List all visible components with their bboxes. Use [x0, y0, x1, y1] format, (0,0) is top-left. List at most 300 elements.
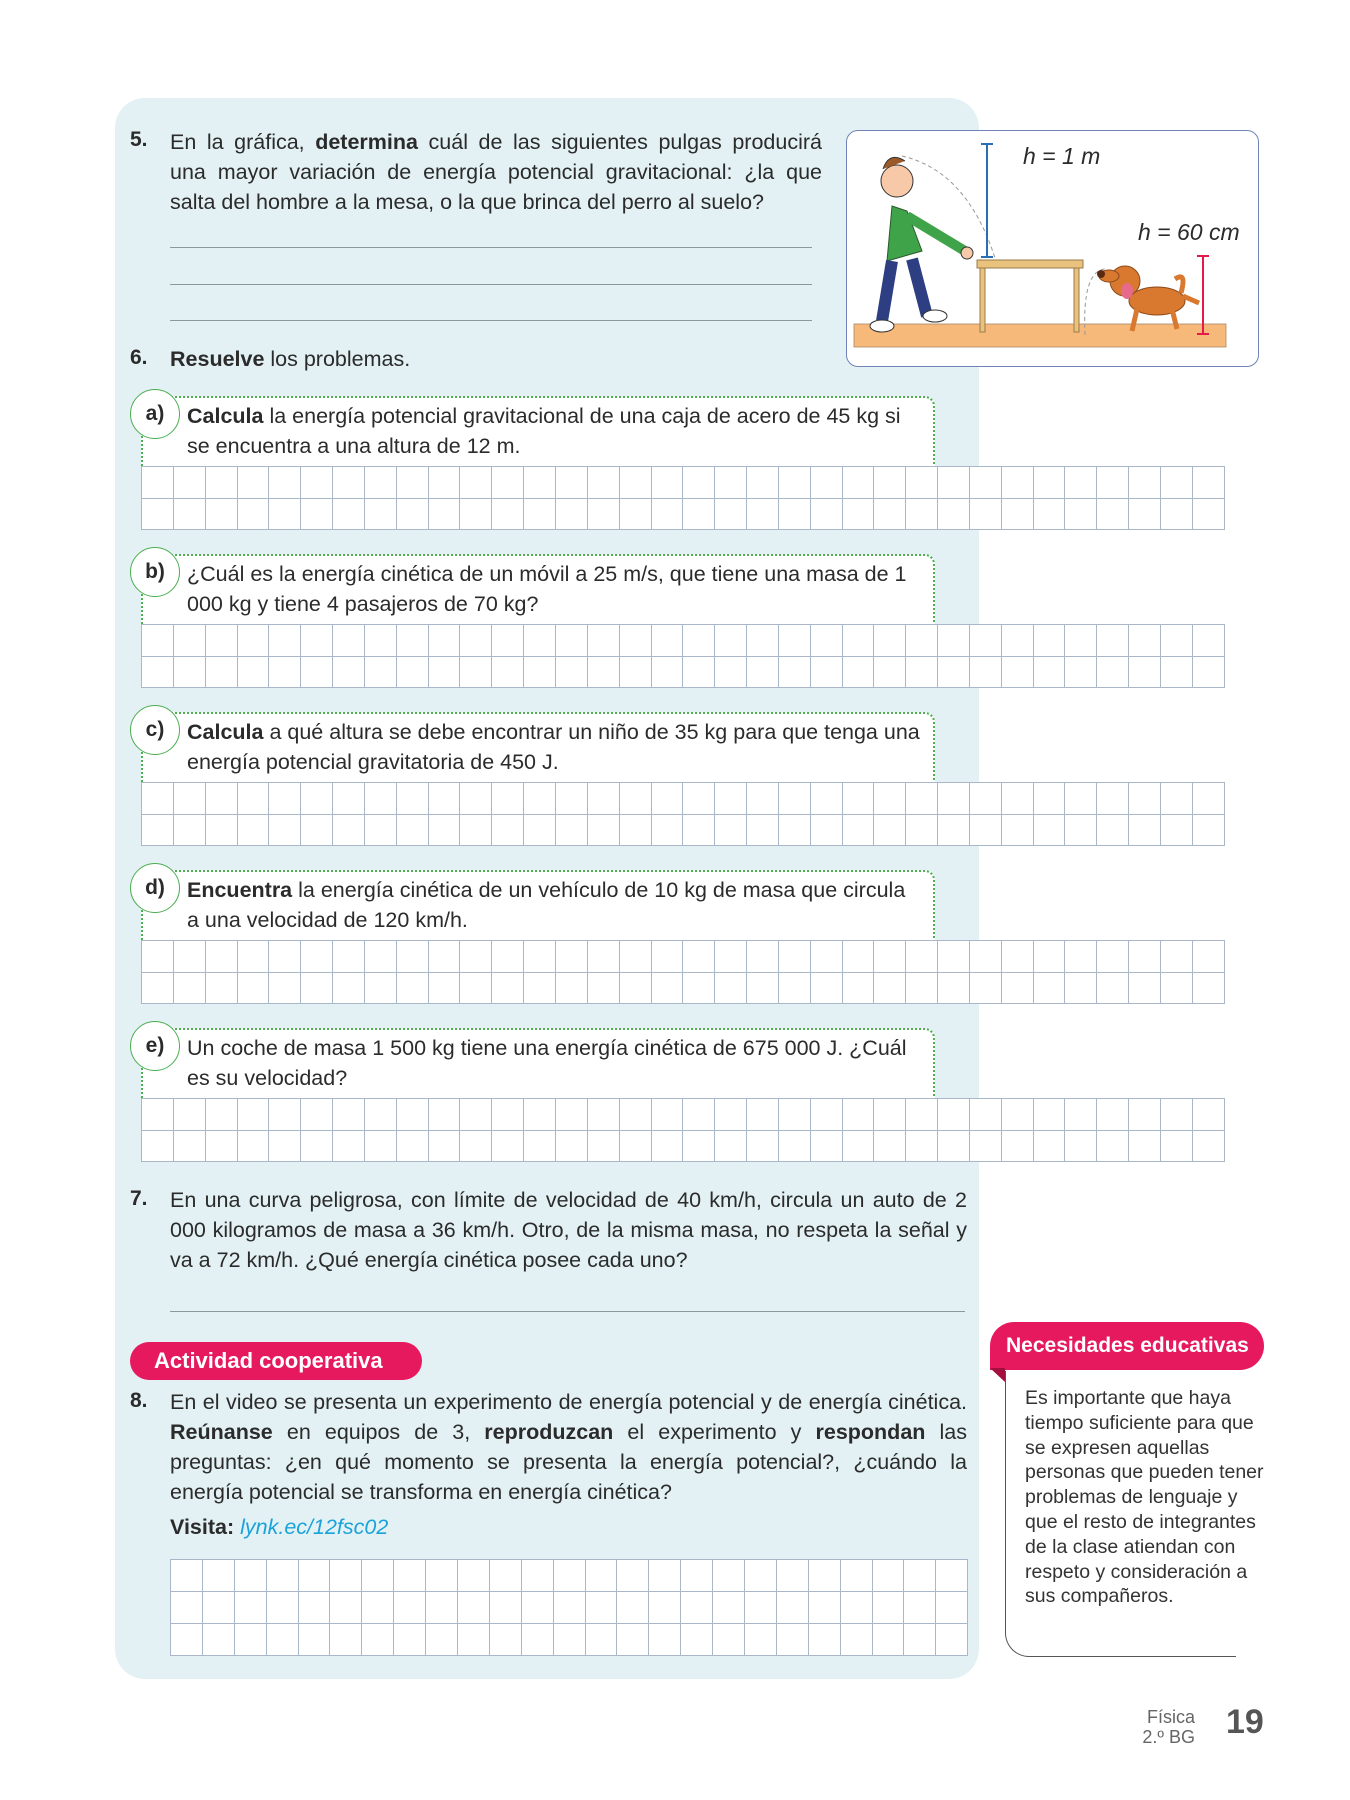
grid-cell[interactable] — [588, 1131, 620, 1163]
grid-cell[interactable] — [330, 1560, 362, 1592]
grid-cell[interactable] — [394, 1624, 426, 1656]
grid-cell[interactable] — [301, 499, 333, 531]
grid-cell[interactable] — [492, 625, 524, 657]
grid-cell[interactable] — [586, 1592, 618, 1624]
grid-cell[interactable] — [745, 1592, 777, 1624]
grid-cell[interactable] — [683, 783, 715, 815]
grid-cell[interactable] — [588, 467, 620, 499]
grid-cell[interactable] — [620, 1099, 652, 1131]
grid-cell[interactable] — [458, 1592, 490, 1624]
grid-cell[interactable] — [1002, 1131, 1034, 1163]
grid-cell[interactable] — [524, 625, 556, 657]
grid-cell[interactable] — [460, 783, 492, 815]
grid-cell[interactable] — [397, 941, 429, 973]
grid-cell[interactable] — [715, 1099, 747, 1131]
grid-cell[interactable] — [556, 941, 588, 973]
grid-cell[interactable] — [522, 1624, 554, 1656]
grid-cell[interactable] — [1193, 815, 1225, 847]
grid-cell[interactable] — [238, 783, 270, 815]
grid-cell[interactable] — [460, 467, 492, 499]
grid-cell[interactable] — [713, 1560, 745, 1592]
grid-cell[interactable] — [588, 941, 620, 973]
grid-cell[interactable] — [1161, 783, 1193, 815]
grid-cell[interactable] — [206, 973, 238, 1005]
grid-cell[interactable] — [206, 499, 238, 531]
grid-cell[interactable] — [620, 941, 652, 973]
grid-cell[interactable] — [809, 1560, 841, 1592]
grid-cell[interactable] — [1002, 941, 1034, 973]
grid-cell[interactable] — [1161, 815, 1193, 847]
grid-cell[interactable] — [843, 941, 875, 973]
answer-grid[interactable] — [141, 940, 1225, 1004]
grid-cell[interactable] — [524, 499, 556, 531]
grid-cell[interactable] — [522, 1592, 554, 1624]
grid-cell[interactable] — [811, 1099, 843, 1131]
grid-cell[interactable] — [777, 1624, 809, 1656]
grid-cell[interactable] — [745, 1560, 777, 1592]
grid-cell[interactable] — [171, 1592, 203, 1624]
grid-cell[interactable] — [429, 625, 461, 657]
grid-cell[interactable] — [206, 657, 238, 689]
grid-cell[interactable] — [333, 467, 365, 499]
grid-cell[interactable] — [1002, 1099, 1034, 1131]
grid-cell[interactable] — [269, 941, 301, 973]
grid-cell[interactable] — [333, 1099, 365, 1131]
grid-cell[interactable] — [397, 467, 429, 499]
grid-cell[interactable] — [554, 1592, 586, 1624]
grid-cell[interactable] — [1002, 499, 1034, 531]
grid-cell[interactable] — [811, 1131, 843, 1163]
grid-cell[interactable] — [779, 815, 811, 847]
grid-cell[interactable] — [556, 1131, 588, 1163]
grid-cell[interactable] — [588, 783, 620, 815]
grid-cell[interactable] — [1002, 657, 1034, 689]
grid-cell[interactable] — [1034, 815, 1066, 847]
grid-cell[interactable] — [492, 499, 524, 531]
grid-cell[interactable] — [524, 467, 556, 499]
grid-cell[interactable] — [397, 1131, 429, 1163]
grid-cell[interactable] — [843, 625, 875, 657]
grid-cell[interactable] — [174, 499, 206, 531]
grid-cell[interactable] — [556, 467, 588, 499]
grid-cell[interactable] — [938, 1099, 970, 1131]
grid-cell[interactable] — [238, 941, 270, 973]
grid-cell[interactable] — [1097, 467, 1129, 499]
grid-cell[interactable] — [556, 657, 588, 689]
grid-cell[interactable] — [524, 941, 556, 973]
grid-cell[interactable] — [681, 1624, 713, 1656]
grid-cell[interactable] — [588, 1099, 620, 1131]
grid-cell[interactable] — [779, 1131, 811, 1163]
grid-cell[interactable] — [206, 1131, 238, 1163]
grid-cell[interactable] — [970, 1131, 1002, 1163]
grid-cell[interactable] — [779, 783, 811, 815]
grid-cell[interactable] — [429, 657, 461, 689]
grid-cell[interactable] — [203, 1624, 235, 1656]
grid-cell[interactable] — [267, 1624, 299, 1656]
grid-cell[interactable] — [365, 657, 397, 689]
grid-cell[interactable] — [365, 625, 397, 657]
grid-cell[interactable] — [715, 941, 747, 973]
grid-cell[interactable] — [811, 973, 843, 1005]
grid-cell[interactable] — [269, 467, 301, 499]
grid-cell[interactable] — [970, 815, 1002, 847]
answer-grid-q8[interactable] — [170, 1559, 968, 1656]
grid-cell[interactable] — [301, 783, 333, 815]
grid-cell[interactable] — [970, 499, 1002, 531]
grid-cell[interactable] — [174, 783, 206, 815]
grid-cell[interactable] — [683, 815, 715, 847]
grid-cell[interactable] — [809, 1624, 841, 1656]
grid-cell[interactable] — [843, 1099, 875, 1131]
grid-cell[interactable] — [938, 657, 970, 689]
grid-cell[interactable] — [333, 657, 365, 689]
grid-cell[interactable] — [715, 973, 747, 1005]
grid-cell[interactable] — [1034, 783, 1066, 815]
grid-cell[interactable] — [206, 625, 238, 657]
grid-cell[interactable] — [365, 941, 397, 973]
grid-cell[interactable] — [747, 941, 779, 973]
grid-cell[interactable] — [269, 815, 301, 847]
grid-cell[interactable] — [649, 1560, 681, 1592]
grid-cell[interactable] — [238, 625, 270, 657]
grid-cell[interactable] — [1129, 499, 1161, 531]
grid-cell[interactable] — [715, 657, 747, 689]
grid-cell[interactable] — [238, 973, 270, 1005]
grid-cell[interactable] — [777, 1592, 809, 1624]
grid-cell[interactable] — [970, 941, 1002, 973]
grid-cell[interactable] — [841, 1560, 873, 1592]
grid-cell[interactable] — [556, 1099, 588, 1131]
grid-cell[interactable] — [715, 499, 747, 531]
grid-cell[interactable] — [1193, 941, 1225, 973]
grid-cell[interactable] — [301, 467, 333, 499]
grid-cell[interactable] — [713, 1592, 745, 1624]
grid-cell[interactable] — [1129, 941, 1161, 973]
grid-cell[interactable] — [397, 783, 429, 815]
grid-cell[interactable] — [492, 973, 524, 1005]
grid-cell[interactable] — [365, 973, 397, 1005]
grid-cell[interactable] — [936, 1560, 968, 1592]
grid-cell[interactable] — [492, 467, 524, 499]
grid-cell[interactable] — [1161, 657, 1193, 689]
grid-cell[interactable] — [524, 657, 556, 689]
grid-cell[interactable] — [333, 1131, 365, 1163]
grid-cell[interactable] — [1129, 973, 1161, 1005]
grid-cell[interactable] — [906, 973, 938, 1005]
grid-cell[interactable] — [556, 625, 588, 657]
grid-cell[interactable] — [683, 941, 715, 973]
grid-cell[interactable] — [1065, 1131, 1097, 1163]
grid-cell[interactable] — [1002, 625, 1034, 657]
grid-cell[interactable] — [460, 815, 492, 847]
grid-cell[interactable] — [426, 1624, 458, 1656]
grid-cell[interactable] — [492, 1099, 524, 1131]
grid-cell[interactable] — [652, 783, 684, 815]
grid-cell[interactable] — [174, 941, 206, 973]
grid-cell[interactable] — [1193, 1131, 1225, 1163]
grid-cell[interactable] — [874, 657, 906, 689]
grid-cell[interactable] — [1161, 1131, 1193, 1163]
grid-cell[interactable] — [238, 499, 270, 531]
grid-cell[interactable] — [429, 1099, 461, 1131]
grid-cell[interactable] — [1097, 1131, 1129, 1163]
grid-cell[interactable] — [365, 1099, 397, 1131]
grid-cell[interactable] — [1065, 625, 1097, 657]
grid-cell[interactable] — [174, 625, 206, 657]
grid-cell[interactable] — [174, 1131, 206, 1163]
grid-cell[interactable] — [429, 499, 461, 531]
grid-cell[interactable] — [206, 815, 238, 847]
grid-cell[interactable] — [429, 941, 461, 973]
grid-cell[interactable] — [142, 657, 174, 689]
grid-cell[interactable] — [620, 467, 652, 499]
grid-cell[interactable] — [397, 657, 429, 689]
grid-cell[interactable] — [906, 625, 938, 657]
grid-cell[interactable] — [556, 783, 588, 815]
grid-cell[interactable] — [970, 625, 1002, 657]
grid-cell[interactable] — [235, 1592, 267, 1624]
grid-cell[interactable] — [681, 1592, 713, 1624]
grid-cell[interactable] — [1161, 1099, 1193, 1131]
grid-cell[interactable] — [365, 499, 397, 531]
grid-cell[interactable] — [1097, 499, 1129, 531]
grid-cell[interactable] — [458, 1624, 490, 1656]
grid-cell[interactable] — [588, 657, 620, 689]
grid-cell[interactable] — [620, 973, 652, 1005]
grid-cell[interactable] — [1193, 1099, 1225, 1131]
grid-cell[interactable] — [652, 941, 684, 973]
grid-cell[interactable] — [301, 973, 333, 1005]
grid-cell[interactable] — [142, 941, 174, 973]
grid-cell[interactable] — [556, 973, 588, 1005]
grid-cell[interactable] — [524, 1131, 556, 1163]
grid-cell[interactable] — [269, 783, 301, 815]
grid-cell[interactable] — [206, 783, 238, 815]
grid-cell[interactable] — [938, 973, 970, 1005]
grid-cell[interactable] — [235, 1560, 267, 1592]
grid-cell[interactable] — [588, 973, 620, 1005]
grid-cell[interactable] — [586, 1624, 618, 1656]
grid-cell[interactable] — [267, 1592, 299, 1624]
grid-cell[interactable] — [747, 467, 779, 499]
grid-cell[interactable] — [1129, 783, 1161, 815]
grid-cell[interactable] — [235, 1624, 267, 1656]
grid-cell[interactable] — [203, 1560, 235, 1592]
grid-cell[interactable] — [938, 815, 970, 847]
grid-cell[interactable] — [652, 815, 684, 847]
grid-cell[interactable] — [683, 657, 715, 689]
grid-cell[interactable] — [683, 625, 715, 657]
grid-cell[interactable] — [556, 815, 588, 847]
grid-cell[interactable] — [206, 941, 238, 973]
grid-cell[interactable] — [206, 467, 238, 499]
grid-cell[interactable] — [747, 657, 779, 689]
grid-cell[interactable] — [970, 467, 1002, 499]
grid-cell[interactable] — [365, 815, 397, 847]
grid-cell[interactable] — [554, 1624, 586, 1656]
grid-cell[interactable] — [874, 499, 906, 531]
grid-cell[interactable] — [1002, 783, 1034, 815]
grid-cell[interactable] — [874, 941, 906, 973]
grid-cell[interactable] — [811, 467, 843, 499]
grid-cell[interactable] — [938, 783, 970, 815]
grid-cell[interactable] — [906, 657, 938, 689]
grid-cell[interactable] — [142, 973, 174, 1005]
grid-cell[interactable] — [301, 815, 333, 847]
grid-cell[interactable] — [524, 815, 556, 847]
grid-cell[interactable] — [397, 1099, 429, 1131]
grid-cell[interactable] — [1161, 625, 1193, 657]
grid-cell[interactable] — [715, 783, 747, 815]
grid-cell[interactable] — [652, 1099, 684, 1131]
grid-cell[interactable] — [843, 973, 875, 1005]
answer-grid[interactable] — [141, 624, 1225, 688]
grid-cell[interactable] — [1161, 973, 1193, 1005]
grid-cell[interactable] — [1065, 467, 1097, 499]
grid-cell[interactable] — [460, 1099, 492, 1131]
grid-cell[interactable] — [683, 1099, 715, 1131]
grid-cell[interactable] — [779, 973, 811, 1005]
grid-cell[interactable] — [1097, 941, 1129, 973]
grid-cell[interactable] — [397, 499, 429, 531]
grid-cell[interactable] — [715, 1131, 747, 1163]
grid-cell[interactable] — [841, 1624, 873, 1656]
grid-cell[interactable] — [1065, 783, 1097, 815]
grid-cell[interactable] — [1129, 815, 1161, 847]
grid-cell[interactable] — [458, 1560, 490, 1592]
grid-cell[interactable] — [779, 499, 811, 531]
grid-cell[interactable] — [843, 499, 875, 531]
grid-cell[interactable] — [1065, 815, 1097, 847]
grid-cell[interactable] — [269, 625, 301, 657]
grid-cell[interactable] — [460, 657, 492, 689]
grid-cell[interactable] — [426, 1592, 458, 1624]
grid-cell[interactable] — [1034, 1131, 1066, 1163]
grid-cell[interactable] — [1097, 625, 1129, 657]
grid-cell[interactable] — [554, 1560, 586, 1592]
grid-cell[interactable] — [238, 1131, 270, 1163]
grid-cell[interactable] — [809, 1592, 841, 1624]
grid-cell[interactable] — [1034, 467, 1066, 499]
grid-cell[interactable] — [586, 1560, 618, 1592]
grid-cell[interactable] — [617, 1560, 649, 1592]
grid-cell[interactable] — [747, 1099, 779, 1131]
grid-cell[interactable] — [843, 815, 875, 847]
grid-cell[interactable] — [620, 1131, 652, 1163]
grid-cell[interactable] — [652, 467, 684, 499]
grid-cell[interactable] — [524, 783, 556, 815]
answer-grid[interactable] — [141, 1098, 1225, 1162]
grid-cell[interactable] — [779, 941, 811, 973]
grid-cell[interactable] — [142, 783, 174, 815]
grid-cell[interactable] — [174, 815, 206, 847]
grid-cell[interactable] — [269, 973, 301, 1005]
grid-cell[interactable] — [1161, 467, 1193, 499]
grid-cell[interactable] — [1129, 1131, 1161, 1163]
grid-cell[interactable] — [299, 1560, 331, 1592]
grid-cell[interactable] — [1034, 657, 1066, 689]
grid-cell[interactable] — [1034, 1099, 1066, 1131]
grid-cell[interactable] — [617, 1624, 649, 1656]
grid-cell[interactable] — [873, 1624, 905, 1656]
grid-cell[interactable] — [681, 1560, 713, 1592]
grid-cell[interactable] — [397, 973, 429, 1005]
grid-cell[interactable] — [873, 1592, 905, 1624]
grid-cell[interactable] — [1034, 941, 1066, 973]
grid-cell[interactable] — [333, 941, 365, 973]
grid-cell[interactable] — [492, 941, 524, 973]
grid-cell[interactable] — [843, 783, 875, 815]
grid-cell[interactable] — [142, 815, 174, 847]
grid-cell[interactable] — [1129, 1099, 1161, 1131]
grid-cell[interactable] — [142, 467, 174, 499]
grid-cell[interactable] — [747, 1131, 779, 1163]
grid-cell[interactable] — [1129, 625, 1161, 657]
grid-cell[interactable] — [683, 973, 715, 1005]
grid-cell[interactable] — [1193, 973, 1225, 1005]
grid-cell[interactable] — [620, 783, 652, 815]
answer-line[interactable] — [170, 320, 812, 321]
grid-cell[interactable] — [906, 1131, 938, 1163]
grid-cell[interactable] — [1161, 941, 1193, 973]
grid-cell[interactable] — [142, 499, 174, 531]
grid-cell[interactable] — [904, 1592, 936, 1624]
grid-cell[interactable] — [429, 783, 461, 815]
grid-cell[interactable] — [333, 783, 365, 815]
grid-cell[interactable] — [460, 973, 492, 1005]
grid-cell[interactable] — [747, 625, 779, 657]
grid-cell[interactable] — [333, 499, 365, 531]
grid-cell[interactable] — [1097, 657, 1129, 689]
grid-cell[interactable] — [588, 815, 620, 847]
grid-cell[interactable] — [206, 1099, 238, 1131]
grid-cell[interactable] — [1193, 783, 1225, 815]
grid-cell[interactable] — [938, 1131, 970, 1163]
grid-cell[interactable] — [1097, 783, 1129, 815]
grid-cell[interactable] — [811, 815, 843, 847]
grid-cell[interactable] — [715, 467, 747, 499]
grid-cell[interactable] — [938, 941, 970, 973]
grid-cell[interactable] — [429, 467, 461, 499]
answer-grid[interactable] — [141, 782, 1225, 846]
grid-cell[interactable] — [238, 815, 270, 847]
grid-cell[interactable] — [174, 467, 206, 499]
grid-cell[interactable] — [777, 1560, 809, 1592]
grid-cell[interactable] — [1002, 973, 1034, 1005]
grid-cell[interactable] — [620, 657, 652, 689]
grid-cell[interactable] — [460, 625, 492, 657]
grid-cell[interactable] — [333, 815, 365, 847]
grid-cell[interactable] — [174, 657, 206, 689]
grid-cell[interactable] — [1034, 625, 1066, 657]
grid-cell[interactable] — [362, 1592, 394, 1624]
grid-cell[interactable] — [238, 1099, 270, 1131]
grid-cell[interactable] — [970, 973, 1002, 1005]
grid-cell[interactable] — [394, 1560, 426, 1592]
grid-cell[interactable] — [1034, 499, 1066, 531]
grid-cell[interactable] — [649, 1624, 681, 1656]
grid-cell[interactable] — [142, 625, 174, 657]
grid-cell[interactable] — [426, 1560, 458, 1592]
grid-cell[interactable] — [874, 783, 906, 815]
grid-cell[interactable] — [652, 657, 684, 689]
grid-cell[interactable] — [1065, 1099, 1097, 1131]
grid-cell[interactable] — [620, 815, 652, 847]
grid-cell[interactable] — [267, 1560, 299, 1592]
grid-cell[interactable] — [1097, 973, 1129, 1005]
grid-cell[interactable] — [715, 625, 747, 657]
